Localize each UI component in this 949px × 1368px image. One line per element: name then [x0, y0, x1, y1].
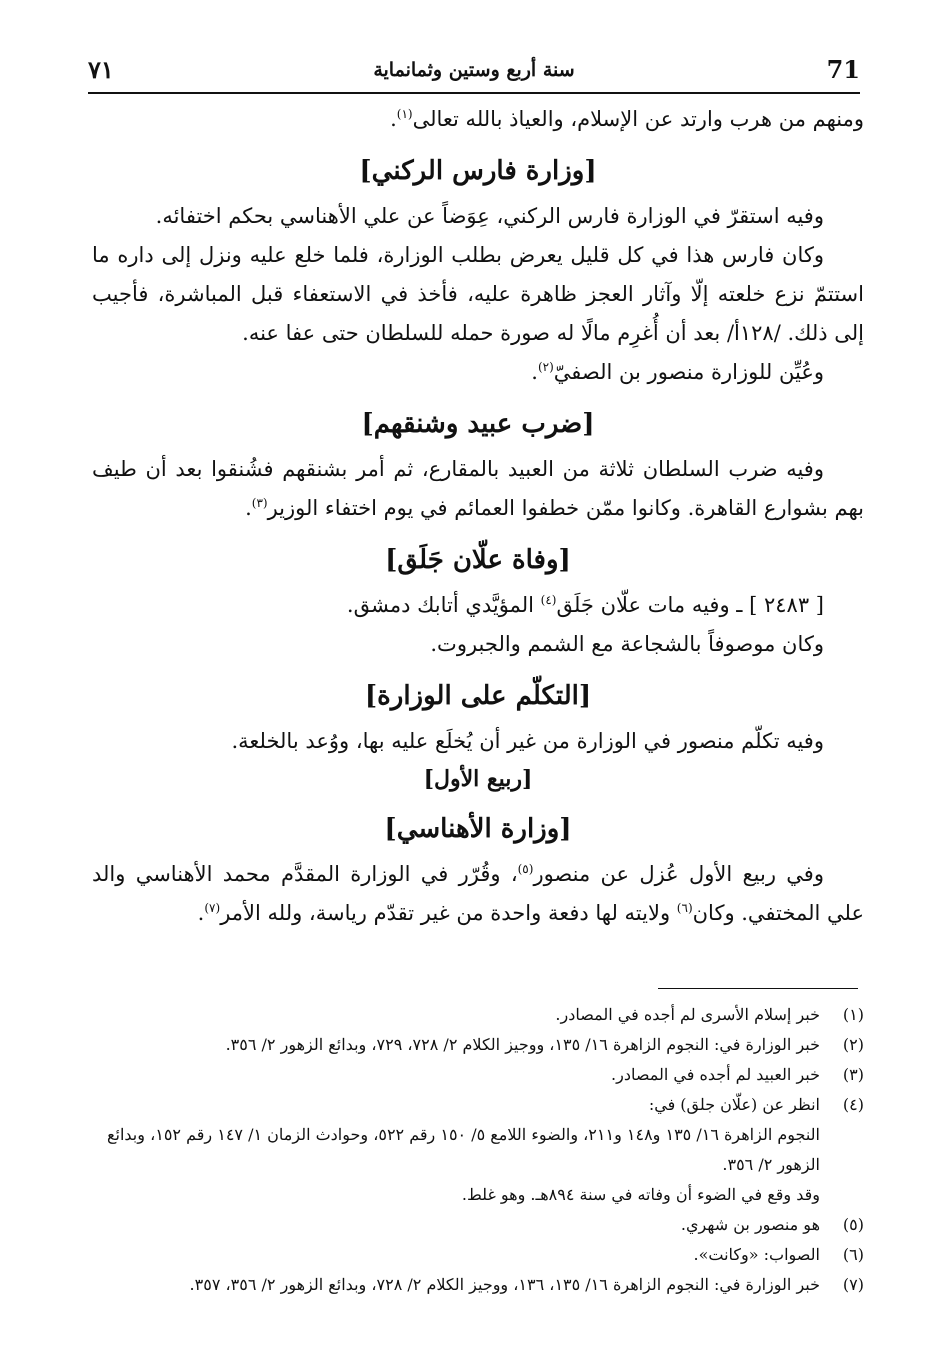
footnote-text: هو منصور بن شهري. [680, 1215, 820, 1234]
footnote-rule [658, 988, 858, 989]
footnote [92, 1240, 864, 1270]
footnote-text: الصواب: «وكانت». [693, 1245, 820, 1264]
entry-number: [ ٢٤٨٣ ] ـ [736, 593, 824, 617]
footnote [92, 1060, 864, 1090]
footnote-ref: (٣) [251, 496, 268, 510]
running-title: سنة أربع وستين وثمانماية [373, 59, 575, 81]
section-title: [وفاة علّان جَلَق] [385, 545, 571, 575]
paragraph: وكان فارس هذا في كل قليل يعرض بطلب الوزارة، فلما خلع عليه ونزل إلى داره ما استتمّ نزع خلعته إلّا وآثار العجز ظاهرة عليه، فأخذ في الاستعفاء قبل المباشرة، فأجيب إلى ذلك. /١٢٨أ/ بعد أن أُغرِم مالًا له صورة حمله للسلطان حتى عفا عنه. [92, 243, 864, 345]
paragraph: وفي ربيع الأول عُزل عن منصور$^{(٥)}$، وقُرّر في الوزارة المقدَّم محمد الأهناسي والد علي المختفي. وكان$^{(٦)}$ ولايته لها دفعة واحدة من غير تقدّم رياسة، ولله الأمر$^{(٧)}$. [92, 862, 864, 925]
running-header [88, 55, 860, 87]
footnote-number: (٣) [842, 1065, 864, 1084]
footnote-number: (٧) [842, 1275, 864, 1294]
paragraph: وفيه استقرّ في الوزارة فارس الركني، عِوَضاً عن علي الأهناسي بحكم اختفائه. [155, 204, 824, 228]
intro-paragraph: ومنهم من هرب وارتد عن الإسلام، والعياذ بالله تعالى$^{(١)}$. [390, 107, 864, 131]
section-title: [وزارة فارس الركني] [359, 156, 597, 186]
footnote-text: خبر الوزارة في: النجوم الزاهرة ١٦/ ١٣٥، ووجيز الكلام ٢/ ٧٢٨، ٧٢٩، وبدائع الزهور ٢/ ٣٥٦. [225, 1035, 820, 1054]
page-number-latin: 71 [826, 55, 860, 84]
entry-paragraph: [ ٢٤٨٣ ] ـ وفيه مات علّان جَلَق$^{(٤)}$ المؤيَّدي أتابك دمشق. [346, 593, 824, 617]
main-text [92, 100, 864, 933]
footnote-text: خبر إسلام الأسرى لم أجده في المصادر. [555, 1005, 820, 1024]
section-title: [وزارة الأهناسي] [384, 814, 572, 844]
section-title: [التكلّم على الوزارة] [364, 681, 592, 711]
paragraph: وعُيِّن للوزارة منصور بن الصفيّ$^{(٢)}$. [531, 360, 824, 384]
footnote [92, 1000, 864, 1030]
footnote-number: (٦) [842, 1245, 864, 1264]
footnote-ref: (٢) [537, 360, 554, 374]
footnote-ref: (١) [396, 107, 413, 121]
header-rule [88, 92, 860, 94]
paragraph: وفيه تكلّم منصور في الوزارة من غير أن يُخلَع عليه بها، ووُعد بالخلعة. [231, 729, 824, 753]
footnote [92, 1270, 864, 1300]
month-heading: [ربيع الأول] [423, 766, 533, 792]
footnote-number: (٤) [842, 1095, 864, 1114]
footnote-ref: (٤) [540, 593, 557, 607]
footnote-number: (٢) [842, 1035, 864, 1054]
footnotes [92, 1000, 864, 1300]
footnote-ref: (٥) [517, 862, 534, 876]
footnote-number: (١) [842, 1005, 864, 1024]
footnote-ref: (٦) [676, 901, 693, 915]
footnote-text: خبر الوزارة في: النجوم الزاهرة ١٦/ ١٣٥، ١٣٦، ووجيز الكلام ٢/ ٧٢٨، وبدائع الزهور ٢/ ٣٥٦، ٣٥٧. [189, 1275, 820, 1294]
footnote [92, 1030, 864, 1060]
footnote-ref: (٧) [204, 901, 221, 915]
paragraph: وفيه ضرب السلطان ثلاثة من العبيد بالمقارع، ثم أمر بشنقهم فشُنقوا بعد أن طيف بهم بشوارع القاهرة. وكانوا ممّن خطفوا العمائم في يوم اختفاء الوزير$^{(٣)}$. [92, 457, 864, 520]
page-number-arabic: ٧١ [88, 55, 114, 84]
footnote-number: (٥) [842, 1215, 864, 1234]
footnote-text: خبر العبيد لم أجده في المصادر. [611, 1065, 820, 1084]
paragraph: وكان موصوفاً بالشجاعة مع الشمم والجبروت. [430, 632, 824, 656]
footnote [92, 1210, 864, 1240]
section-title: [ضرب عبيد وشنقهم] [361, 409, 595, 439]
footnote [92, 1090, 864, 1210]
footnote-text: انظر عن (علّان جلق) في: النجوم الزاهرة ١٦/ ١٣٥ و١٤٨ و٢١١، والضوء اللامع ٥/ ١٥٠ رقم ٥٢٢، وحوادث الزمان ١/ ١٤٧ رقم ١٥٢، وبدائع الزهور ٢/ ٣٥٦. وقد وقع في الضوء أن وفاته في سنة ٨٩٤هـ. وهو غلط. [106, 1095, 820, 1204]
